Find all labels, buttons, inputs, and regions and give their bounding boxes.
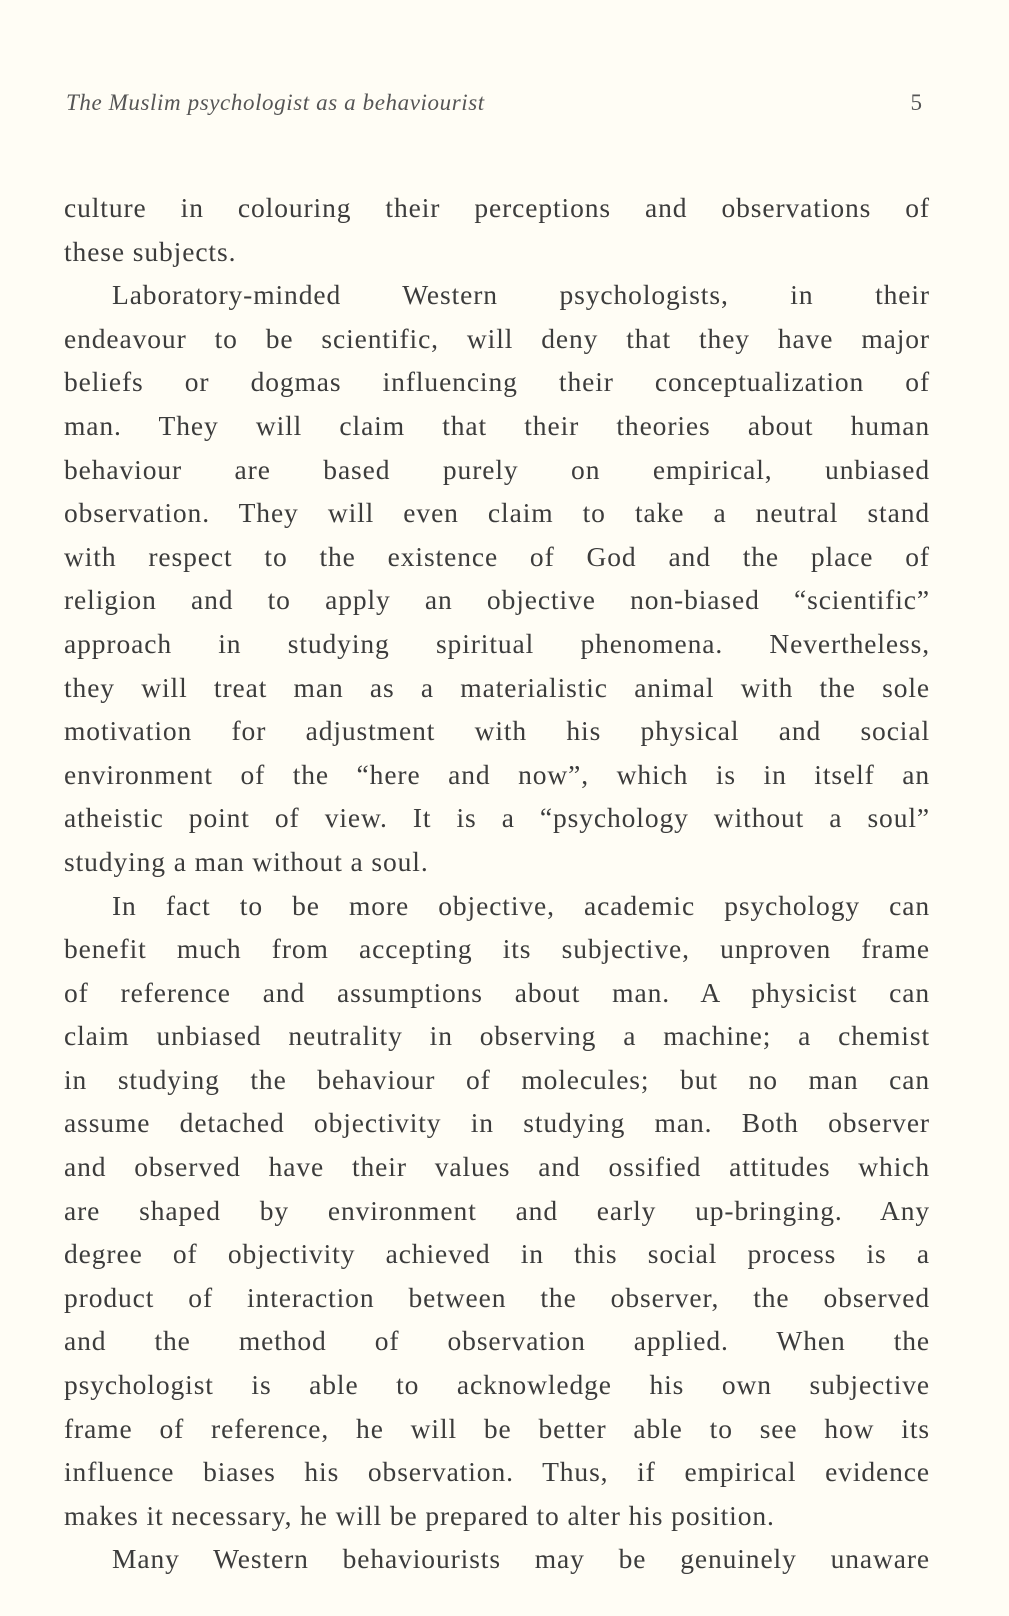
text-line: studying a man without a soul.	[64, 845, 429, 877]
text-line: influence biases his observation. Thus, if empirical evidence	[64, 1456, 930, 1488]
body-text	[64, 186, 930, 1581]
text-line: benefit much from accepting its subjective, unproven frame	[64, 933, 930, 965]
running-title: The Muslim psychologist as a behaviourist	[66, 90, 485, 115]
text-line: endeavour to be scientific, will deny that they have major	[64, 322, 930, 354]
text-line: degree of objectivity achieved in this social process is a	[64, 1238, 930, 1270]
text-line: atheistic point of view. It is a “psychology without a soul”	[64, 802, 930, 834]
text-line: and observed have their values and ossified attitudes which	[64, 1151, 930, 1183]
text-line: they will treat man as a materialistic animal with the sole	[64, 671, 930, 703]
text-line: behaviour are based purely on empirical, unbiased	[64, 453, 930, 485]
text-line: in studying the behaviour of molecules; but no man can	[64, 1063, 930, 1095]
running-head	[66, 90, 926, 122]
text-line: product of interaction between the observer, the observed	[64, 1281, 930, 1313]
paragraph-first-line: Many Western behaviourists may be genuinely unaware	[112, 1543, 930, 1575]
text-line: frame of reference, he will be better able to see how its	[64, 1412, 930, 1444]
text-line: are shaped by environment and early up-bringing. Any	[64, 1194, 930, 1226]
text-line: makes it necessary, he will be prepared to alter his position.	[64, 1499, 775, 1531]
text-line: and the method of observation applied. When the	[64, 1325, 930, 1357]
text-line: observation. They will even claim to take a neutral stand	[64, 497, 930, 529]
text-line: beliefs or dogmas influencing their conceptualization of	[64, 366, 930, 398]
paragraph-first-line: In fact to be more objective, academic psychology can	[112, 889, 930, 921]
text-line: environment of the “here and now”, which is in itself an	[64, 758, 930, 790]
text-line: motivation for adjustment with his physical and social	[64, 715, 930, 747]
text-line: claim unbiased neutrality in observing a machine; a chemist	[64, 1020, 930, 1052]
text-line: of reference and assumptions about man. A physicist can	[64, 976, 930, 1008]
text-line: assume detached objectivity in studying man. Both observer	[64, 1107, 930, 1139]
text-line: psychologist is able to acknowledge his own subjective	[64, 1369, 930, 1401]
text-line: these subjects.	[64, 235, 237, 267]
text-line: religion and to apply an objective non-biased “scientific”	[64, 584, 930, 616]
page-number: 5	[910, 90, 922, 115]
paragraph-first-line: Laboratory-minded Western psychologists, in their	[112, 279, 930, 311]
text-line: man. They will claim that their theories about human	[64, 409, 930, 441]
text-line: culture in colouring their perceptions and observations of	[64, 192, 930, 223]
text-line: with respect to the existence of God and the place of	[64, 540, 930, 572]
text-line: approach in studying spiritual phenomena. Nevertheless,	[64, 627, 930, 659]
